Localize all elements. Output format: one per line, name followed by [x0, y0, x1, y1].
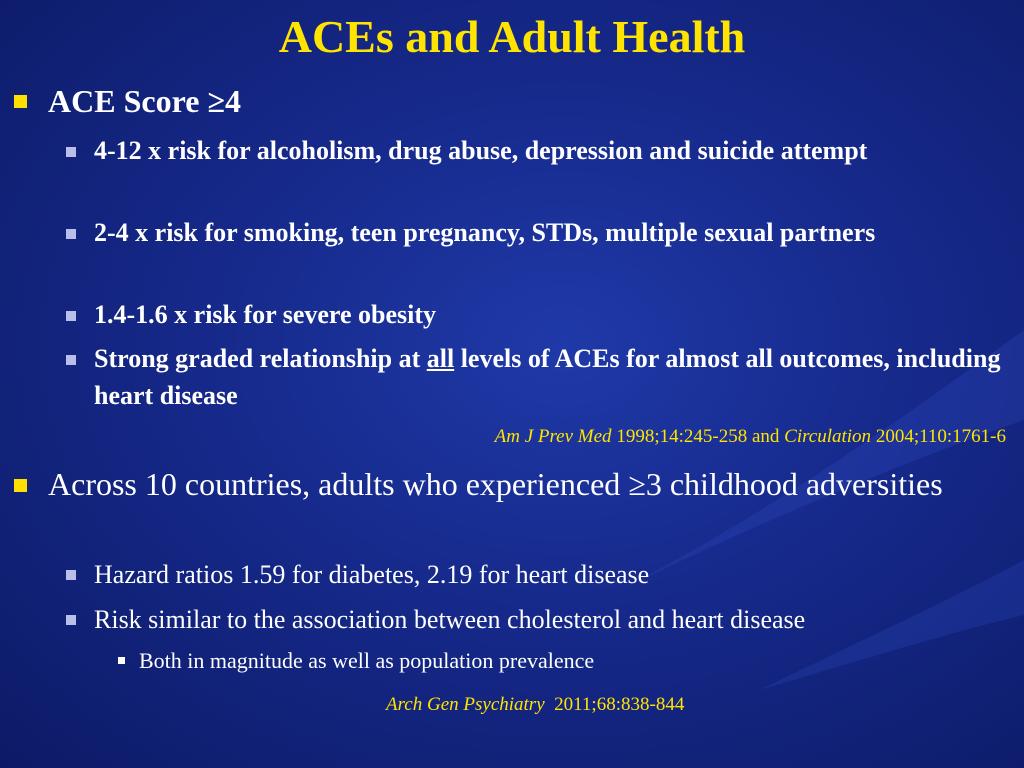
bullet-square	[66, 229, 76, 239]
citation-ref: 1998;14:245-258 and	[611, 426, 785, 447]
bullet-square	[66, 147, 76, 157]
list-item: 2-4 x risk for smoking, teen pregnancy, STDs, multiple sexual partners	[94, 218, 876, 247]
list-item: 1.4-1.6 x risk for severe obesity	[94, 300, 437, 329]
list-item: 4-12 x risk for alcoholism, drug abuse, depression and suicide attempt	[94, 136, 868, 165]
bullet-square	[14, 479, 27, 492]
journal-name: Am J Prev Med	[494, 426, 612, 447]
list-item-text: Strong graded relationship at	[94, 344, 427, 373]
bullet-square	[66, 570, 76, 580]
journal-name: Circulation	[784, 426, 872, 447]
journal-name: Arch Gen Psychiatry	[386, 694, 545, 715]
bullet-square	[66, 615, 76, 625]
bullet-square	[14, 95, 27, 108]
list-item-text: levels of ACEs for almost all outcomes, including heart disease	[94, 344, 1001, 410]
list-item	[94, 340, 1004, 414]
bullet-square	[118, 657, 125, 664]
bullet-square	[66, 355, 76, 365]
list-item: Risk similar to the association between cholesterol and heart disease	[94, 605, 806, 634]
citation-2	[386, 694, 684, 716]
citation-ref: 2004;110:1761-6	[871, 426, 1006, 447]
slide-title: ACEs and Adult Health	[278, 11, 746, 62]
section1-heading: ACE Score ≥4	[48, 83, 241, 119]
citation-1	[495, 426, 1006, 448]
citation-ref: 2011;68:838-844	[544, 694, 685, 715]
emphasis-underline: all	[426, 344, 455, 373]
section2-heading: Across 10 countries, adults who experienced ≥3 childhood adversities	[48, 466, 943, 502]
sub-list-item: Both in magnitude as well as population prevalence	[139, 648, 595, 673]
bullet-square	[66, 311, 76, 321]
list-item: Hazard ratios 1.59 for diabetes, 2.19 for heart disease	[94, 560, 650, 589]
